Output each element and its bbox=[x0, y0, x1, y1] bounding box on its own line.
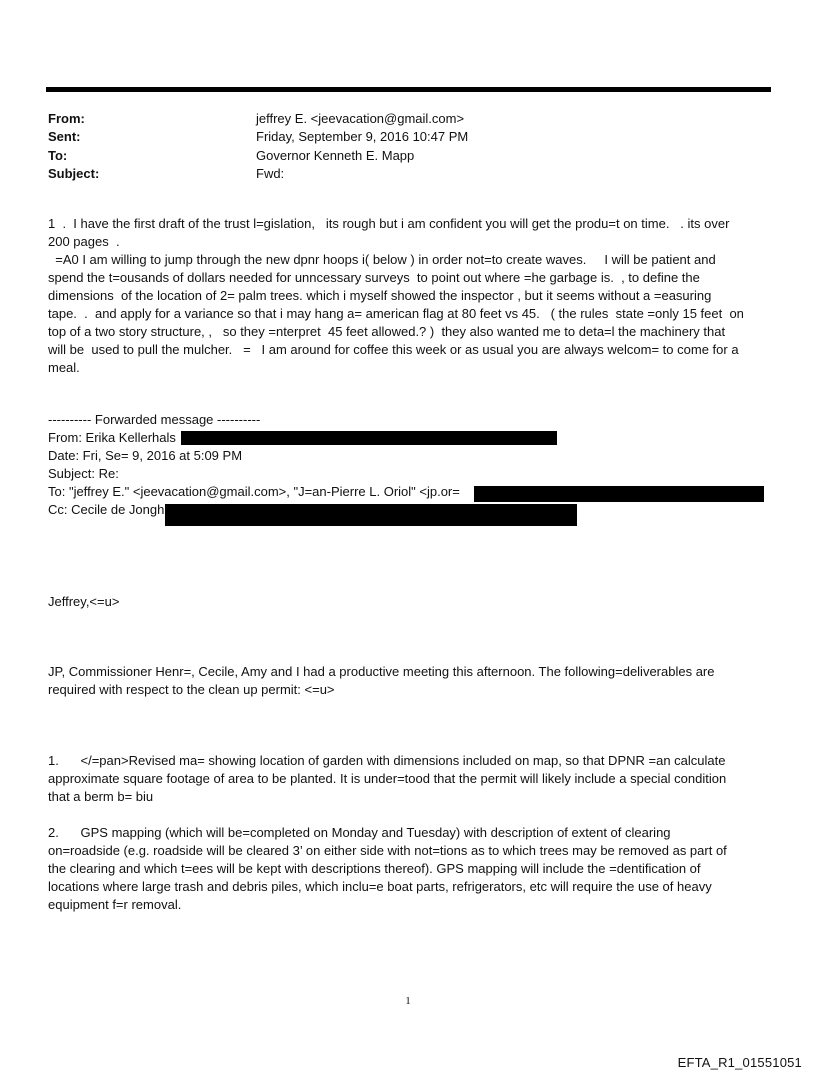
meeting-line: required with respect to the clean up permit: <=u> bbox=[48, 682, 335, 697]
greeting-line: Jeffrey,<=u> bbox=[48, 594, 120, 609]
forward-cc-row bbox=[48, 501, 772, 519]
header-rule bbox=[46, 87, 771, 92]
forward-from: From: Erika Kellerhals bbox=[48, 430, 176, 445]
item-2-line: equipment f=r removal. bbox=[48, 897, 182, 912]
forward-to: To: "jeffrey E." <jeevacation@gmail.com>, "J=an-Pierre L. Oriol" <jp.or= bbox=[48, 484, 460, 499]
redaction-block bbox=[181, 431, 557, 445]
subject-value: Fwd: bbox=[256, 166, 285, 182]
to-label: To: bbox=[48, 147, 68, 163]
item-2-line: the clearing and which t=ees will be kept with descriptions thereof). GPS mapping will include the =dentification of bbox=[48, 861, 701, 876]
forward-to-row bbox=[48, 483, 772, 501]
sent-row bbox=[48, 128, 468, 147]
sent-value: Friday, September 9, 2016 10:47 PM bbox=[256, 129, 469, 145]
intro-line: dimensions of the location of 2= palm trees. which i myself showed the inspector , but it seems without a =easuring bbox=[48, 288, 712, 303]
redaction-block bbox=[474, 486, 764, 502]
forwarded-header bbox=[48, 411, 772, 519]
page-number: 1 bbox=[405, 995, 411, 1007]
item-1-line: that a berm b= biu bbox=[48, 789, 154, 804]
from-row bbox=[48, 109, 468, 128]
greeting bbox=[48, 593, 772, 611]
bates-number: EFTA_R1_01551051 bbox=[677, 1055, 802, 1070]
intro-line: 200 pages . bbox=[48, 234, 120, 249]
item-2 bbox=[48, 824, 772, 914]
meeting-paragraph bbox=[48, 663, 772, 699]
from-label: From: bbox=[48, 110, 85, 126]
redaction-block bbox=[165, 504, 577, 526]
forward-date: Date: Fri, Se= 9, 2016 at 5:09 PM bbox=[48, 448, 243, 463]
item-1-line: 1. </=pan>Revised ma= showing location of garden with dimensions included on map, so that DPNR =an calculate bbox=[48, 753, 726, 768]
forward-from-row bbox=[48, 429, 772, 447]
intro-paragraph bbox=[48, 215, 772, 377]
intro-line: spend the t=ousands of dollars needed for unncessary surveys to point out where =he garbage is. , to define the bbox=[48, 270, 700, 285]
intro-line: 1 . I have the first draft of the trust l=gislation, its rough but i am confident you will get the produ=t on time. . its over bbox=[48, 216, 730, 231]
sent-label: Sent: bbox=[48, 129, 81, 145]
forward-cc: Cc: Cecile de Jongh bbox=[48, 502, 165, 517]
forward-subject: Subject: Re: bbox=[48, 466, 119, 481]
intro-line: top of a two story structure, , so they =nterpret 45 feet allowed.? ) they also wanted me to deta=l the machinery that bbox=[48, 324, 726, 339]
intro-line: will be used to pull the mulcher. = I am around for coffee this week or as usual you are always welcom= to come for a bbox=[48, 342, 739, 357]
to-row bbox=[48, 146, 468, 165]
intro-line: meal. bbox=[48, 360, 80, 375]
subject-label: Subject: bbox=[48, 166, 100, 182]
intro-line: tape. . and apply for a variance so that i may hang a= american flag at 80 feet vs 45. ( the rules state =only 15 feet on bbox=[48, 306, 744, 321]
meeting-line: JP, Commissioner Henr=, Cecile, Amy and I had a productive meeting this afternoon. The following=deliverables are bbox=[48, 664, 715, 679]
to-value: Governor Kenneth E. Mapp bbox=[256, 147, 415, 163]
item-2-line: on=roadside (e.g. roadside will be cleared 3’ on either side with not=tions as to which trees may be removed as part of bbox=[48, 843, 727, 858]
forward-separator: ---------- Forwarded message ---------- bbox=[48, 412, 261, 427]
intro-line: =A0 I am willing to jump through the new dpnr hoops i( below ) in order not=to create waves. I will be patient and bbox=[48, 252, 716, 267]
from-value: jeffrey E. <jeevacation@gmail.com> bbox=[256, 110, 465, 126]
item-2-line: 2. GPS mapping (which will be=completed on Monday and Tuesday) with description of extent of clearing bbox=[48, 825, 671, 840]
item-2-line: locations where large trash and debris piles, which inclu=e boat parts, refrigerators, etc will require the use of heavy bbox=[48, 879, 712, 894]
subject-row bbox=[48, 165, 468, 184]
item-1-line: approximate square footage of area to be planted. It is under=tood that the permit will likely include a special condition bbox=[48, 771, 727, 786]
item-1 bbox=[48, 752, 772, 806]
email-header bbox=[48, 109, 468, 183]
